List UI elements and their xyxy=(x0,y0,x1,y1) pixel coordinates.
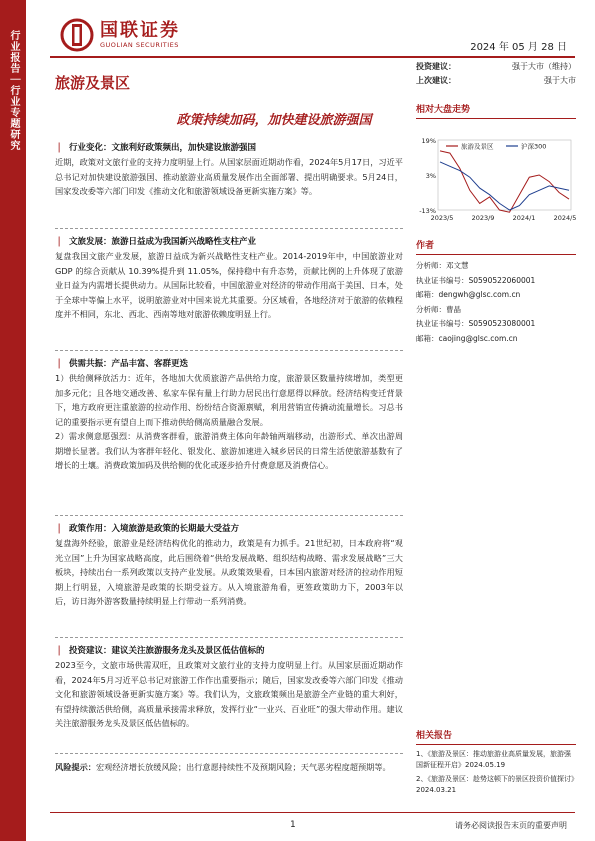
author-cert: 执业证书编号：S0590523080001 xyxy=(416,319,536,328)
authors-block xyxy=(416,238,576,346)
section-supply-demand xyxy=(55,356,403,473)
section-body: 宏观经济增长放缓风险；出行意愿持续性不及预期风险；天气恶劣程度超预期等。 xyxy=(95,762,391,772)
rating-value: 强于大市（维持） xyxy=(512,62,576,71)
section-divider xyxy=(55,753,403,754)
related-title-rule xyxy=(416,744,576,745)
related-report-link[interactable]: 2、《旅游及景区：趁势这顿下的景区投资价值探讨》2024.03.21 xyxy=(416,775,575,794)
section-investment-advice xyxy=(55,643,403,731)
author-analyst: 分析师：曹晶 xyxy=(416,304,461,314)
disclaimer-text: 请务必阅读报告末页的重要声明 xyxy=(455,821,567,830)
y-tick-label: 19% xyxy=(421,137,436,145)
chevron-right-icon: ❘ xyxy=(55,357,64,369)
y-tick-label: 3% xyxy=(425,172,436,180)
series-line xyxy=(440,151,569,212)
section-title: 投资建议：建议关注旅游服务龙头及景区低估值标的 xyxy=(69,646,265,656)
section-divider xyxy=(55,637,403,638)
chart-title: 相对大盘走势 xyxy=(416,105,471,115)
footer-divider xyxy=(50,812,575,813)
section-divider xyxy=(55,228,403,229)
section-divider xyxy=(55,515,403,516)
section-risk-warning xyxy=(55,759,403,775)
chevron-right-icon: ❘ xyxy=(55,644,64,656)
section-divider xyxy=(55,350,403,351)
legend-label: 沪深300 xyxy=(521,142,547,151)
section-tourism-development xyxy=(55,234,403,322)
report-type-label: 行业报告｜行业专题研究 xyxy=(8,30,19,151)
legend-label: 旅游及景区 xyxy=(461,142,494,151)
paragraph: 2）需求侧意愿强烈：从消费客群看，旅游消费主体向年龄轴两端移动，出游形式、单次出游周期增长显著。我们认为客群年轻化、银发化、旅游加速进入城乡居民的日常生活使旅游基数有了增长的土壤。消费政策加码及供给侧的优化或逐步拾升付费意愿及消费信心。 xyxy=(55,431,403,470)
author-email[interactable]: 邮箱：caojing@glsc.com.cn xyxy=(416,333,518,343)
x-tick-label: 2023/9 xyxy=(471,214,495,222)
section-title: 风险提示： xyxy=(55,762,96,772)
risk-paragraph xyxy=(55,760,403,775)
section-title: 政策作用：入境旅游是政策的长期最大受益方 xyxy=(69,524,240,534)
section-industry-change xyxy=(55,140,403,199)
relative-performance-chart xyxy=(416,118,576,228)
page-number: 1 xyxy=(290,820,296,830)
x-tick-label: 2024/5 xyxy=(553,214,576,222)
chevron-right-icon: ❘ xyxy=(55,522,64,534)
section-body: 2023至今，文旅市场供需双旺，且政策对文旅行业的支持力度明显上行。从国家层面近期动作看，2024年5月习近平总书记对旅游工作作出重要指示；随后，国家发改委等六部门印发《推动文化和旅游领域设备更新实施方案》等。我们认为，文旅政策频出是旅游全产业链的重大利好，有望持续激活供给侧，高质量承接需求释放，发挥行业“一业兴、百业旺”的强大带动作用。建议关注旅游服务龙头及景区低估值标的。 xyxy=(55,660,403,728)
series-line xyxy=(440,162,569,210)
author-cert: 执业证书编号：S0590522060001 xyxy=(416,275,536,285)
right-sidebar xyxy=(416,60,576,119)
paragraph: 1）供给侧释放活力：近年，各地加大优质旅游产品供给力度，旅游景区数量持续增加，类型更加多元化；且各地交通改善、私家车保有量上行助力居民出行意愿得以释放。经济结构变迁背景下，地方政府更注重旅游的拉动作用、纷纷结合资源禀赋，利用营销宣传撬动流量增长。习总书记的重要指示更有望自上而下推动供给侧高质量融合发展。 xyxy=(55,373,403,427)
section-policy-effect xyxy=(55,521,403,609)
section-title: 文旅发展：旅游日益成为我国新兴战略性支柱产业 xyxy=(69,237,257,247)
chevron-right-icon: ❘ xyxy=(55,235,64,247)
author-email[interactable]: 邮箱：dengwh@glsc.com.cn xyxy=(416,290,521,299)
section-body: 复盘海外经验，旅游业是经济结构优化的推动力，政策是有力抓手。21世纪初，日本政府将“观光立国”上升为国家战略高度，此后围绕着“供给发展战略、组织结构战略、需求发展战略”三大板块，持续出台一系列政策以支持产业发展。从政策效果看，日本国内旅游对经济的拉动作用短期上行明显，入境旅游是政策的长期受益方。从入境旅游角看，更签政策助力下，2003年以后，访日海外游客数量持续明显上行带动一系列消费。 xyxy=(55,538,403,606)
logo-english-name: GUOLIAN SECURITIES xyxy=(100,40,179,49)
author-analyst: 分析师：邓文慧 xyxy=(416,261,469,270)
rating-label: 上次建议： xyxy=(416,76,456,85)
related-reports-block xyxy=(416,728,576,796)
rating-current xyxy=(416,60,576,74)
rating-value: 强于大市 xyxy=(544,76,576,85)
logo-chinese-name: 国联证券 xyxy=(100,19,180,41)
x-tick-label: 2024/1 xyxy=(512,214,536,222)
chart-svg xyxy=(416,118,576,228)
chevron-right-icon: ❘ xyxy=(55,141,64,153)
report-date: 2024 年 05 月 28 日 xyxy=(470,42,567,53)
report-headline: 政策持续加码，加快建设旅游强国 xyxy=(176,113,372,128)
company-logo xyxy=(60,18,180,52)
section-body: 近期，政策对文旅行业的支持力度明显上行。从国家层面近期动作看，2024年5月17日，习近平总书记对加快建设旅游强国、推动旅游业高质量发展作出全面部署、提出明确要求。5月24日，国家发改委等六部门印发《推动文化和旅游领域设备更新实施方案》等。 xyxy=(55,157,403,196)
plot-frame xyxy=(438,140,571,210)
header-divider xyxy=(50,56,575,58)
section-title: 供需共振：产品丰富、客群更迭 xyxy=(69,359,189,369)
sidebar-band xyxy=(0,0,26,841)
section-body xyxy=(55,371,403,473)
related-title: 相关报告 xyxy=(416,731,453,741)
section-body: 复盘我国文旅产业发展，旅游日益成为新兴战略性支柱产业。2014-2019年中，中国旅游业对 GDP 的综合贡献从 10.39%提升到 11.05%，保持稳中有升态势，贡献比例的上升体现了旅游业日益为内需增长提供动力。从国际比较看，中国旅游业对经济的带动作用高于美国、日本，处于全球中等偏上水平，说明旅游业对中国来说尤其重要。分区域看，各地经济对于旅游的依赖程度并不相同，东北、西北、西南等地对旅游依赖度明显上行。 xyxy=(55,251,403,319)
logo-emblem-icon xyxy=(60,18,94,52)
rating-previous xyxy=(416,74,576,88)
authors-title-rule xyxy=(416,254,576,255)
related-report-link[interactable]: 1、《旅游及景区：推动旅游业高质量发展，旅游强国新征程开启》2024.05.19 xyxy=(416,750,571,769)
y-tick-label: -13% xyxy=(419,207,436,215)
section-title: 行业变化：文旅利好政策频出，加快建设旅游强国 xyxy=(69,143,257,153)
x-tick-label: 2023/5 xyxy=(430,214,454,222)
industry-name: 旅游及景区 xyxy=(55,74,131,92)
authors-title: 作者 xyxy=(416,241,435,251)
rating-label: 投资建议： xyxy=(416,62,456,71)
